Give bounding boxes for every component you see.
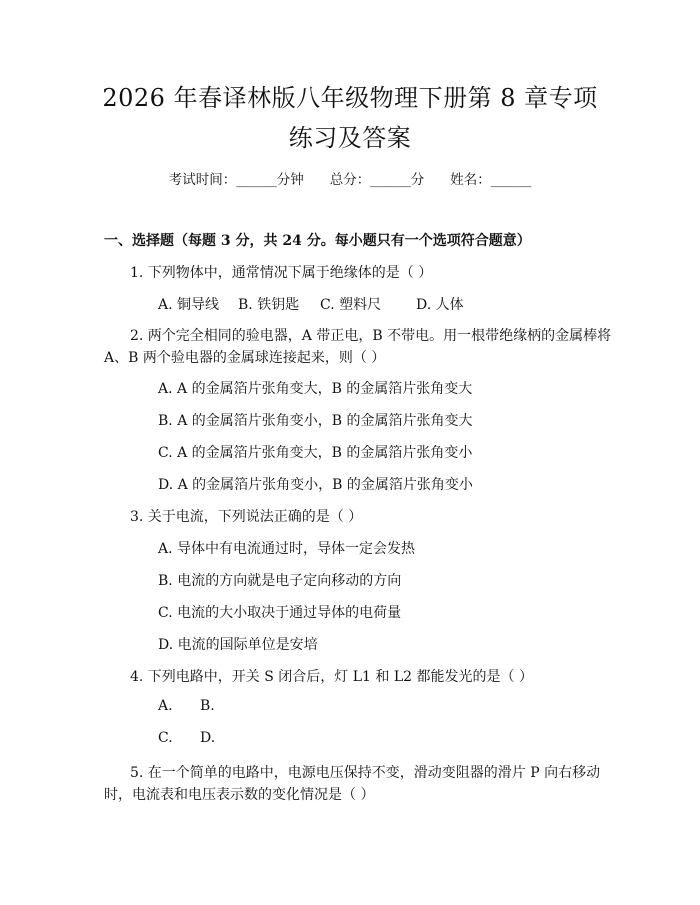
exam-info: [0, 168, 700, 188]
question-3-option-d: D. 电流的国际单位是安培: [158, 637, 318, 653]
question-2-stem-line1: 2. 两个完全相同的验电器，A 带正电，B 不带电。用一根带绝缘柄的金属棒将: [130, 328, 612, 344]
question-1-options: [158, 294, 464, 314]
question-4-options-row2: [158, 730, 215, 746]
question-1-option-c: C. 塑料尺: [320, 297, 382, 313]
exam-time-label: 考试时间：______分钟: [168, 172, 304, 188]
student-name-label: 姓名：______: [450, 172, 532, 188]
question-4-options-row1: [158, 698, 215, 714]
question-4-option-d: D.: [200, 730, 216, 746]
question-3-option-c: C. 电流的大小取决于通过导体的电荷量: [158, 605, 402, 621]
question-2-option-c: C. A 的金属箔片张角变大，B 的金属箔片张角变小: [158, 445, 473, 461]
question-5-stem-line1: 5. 在一个简单的电路中，电源电压保持不变，滑动变阻器的滑片 P 向右移动: [130, 765, 601, 781]
question-4-option-a: A.: [158, 698, 173, 714]
question-4-stem: 4. 下列电路中，开关 S 闭合后，灯 L1 和 L2 都能发光的是（ ）: [130, 669, 533, 685]
question-3-option-a: A. 导体中有电流通过时，导体一定会发热: [158, 541, 416, 557]
question-2-option-a: A. A 的金属箔片张角变大，B 的金属箔片张角变大: [158, 381, 473, 397]
question-3-stem: 3. 关于电流，下列说法正确的是（ ）: [130, 509, 363, 525]
question-5-stem-line2: 时，电流表和电压表示数的变化情况是（ ）: [104, 787, 375, 803]
question-1-option-b: B. 铁钥匙: [238, 297, 300, 313]
question-1-stem: 1. 下列物体中，通常情况下属于绝缘体的是（ ）: [130, 265, 433, 281]
question-3-option-b: B. 电流的方向就是电子定向移动的方向: [158, 573, 402, 589]
section-heading: 一、选择题（每题 3 分，共 24 分。每小题只有一个选项符合题意）: [104, 233, 531, 249]
question-1-option-d: D. 人体: [416, 297, 464, 313]
question-4-option-c: C.: [158, 730, 173, 746]
question-4-option-b: B.: [200, 698, 215, 714]
total-score-label: 总分：______分: [329, 172, 425, 188]
question-2-stem-line2: A、B 两个验电器的金属球连接起来，则（ ）: [104, 350, 386, 366]
page-title-line2: 练习及答案: [288, 124, 412, 152]
question-2-option-b: B. A 的金属箔片张角变小，B 的金属箔片张角变大: [158, 413, 473, 429]
page-title-line1: 2026 年春译林版八年级物理下册第 8 章专项: [102, 84, 598, 112]
question-2-option-d: D. A 的金属箔片张角变小，B 的金属箔片张角变小: [158, 477, 473, 493]
question-1-option-a: A. 铜导线: [158, 297, 220, 313]
